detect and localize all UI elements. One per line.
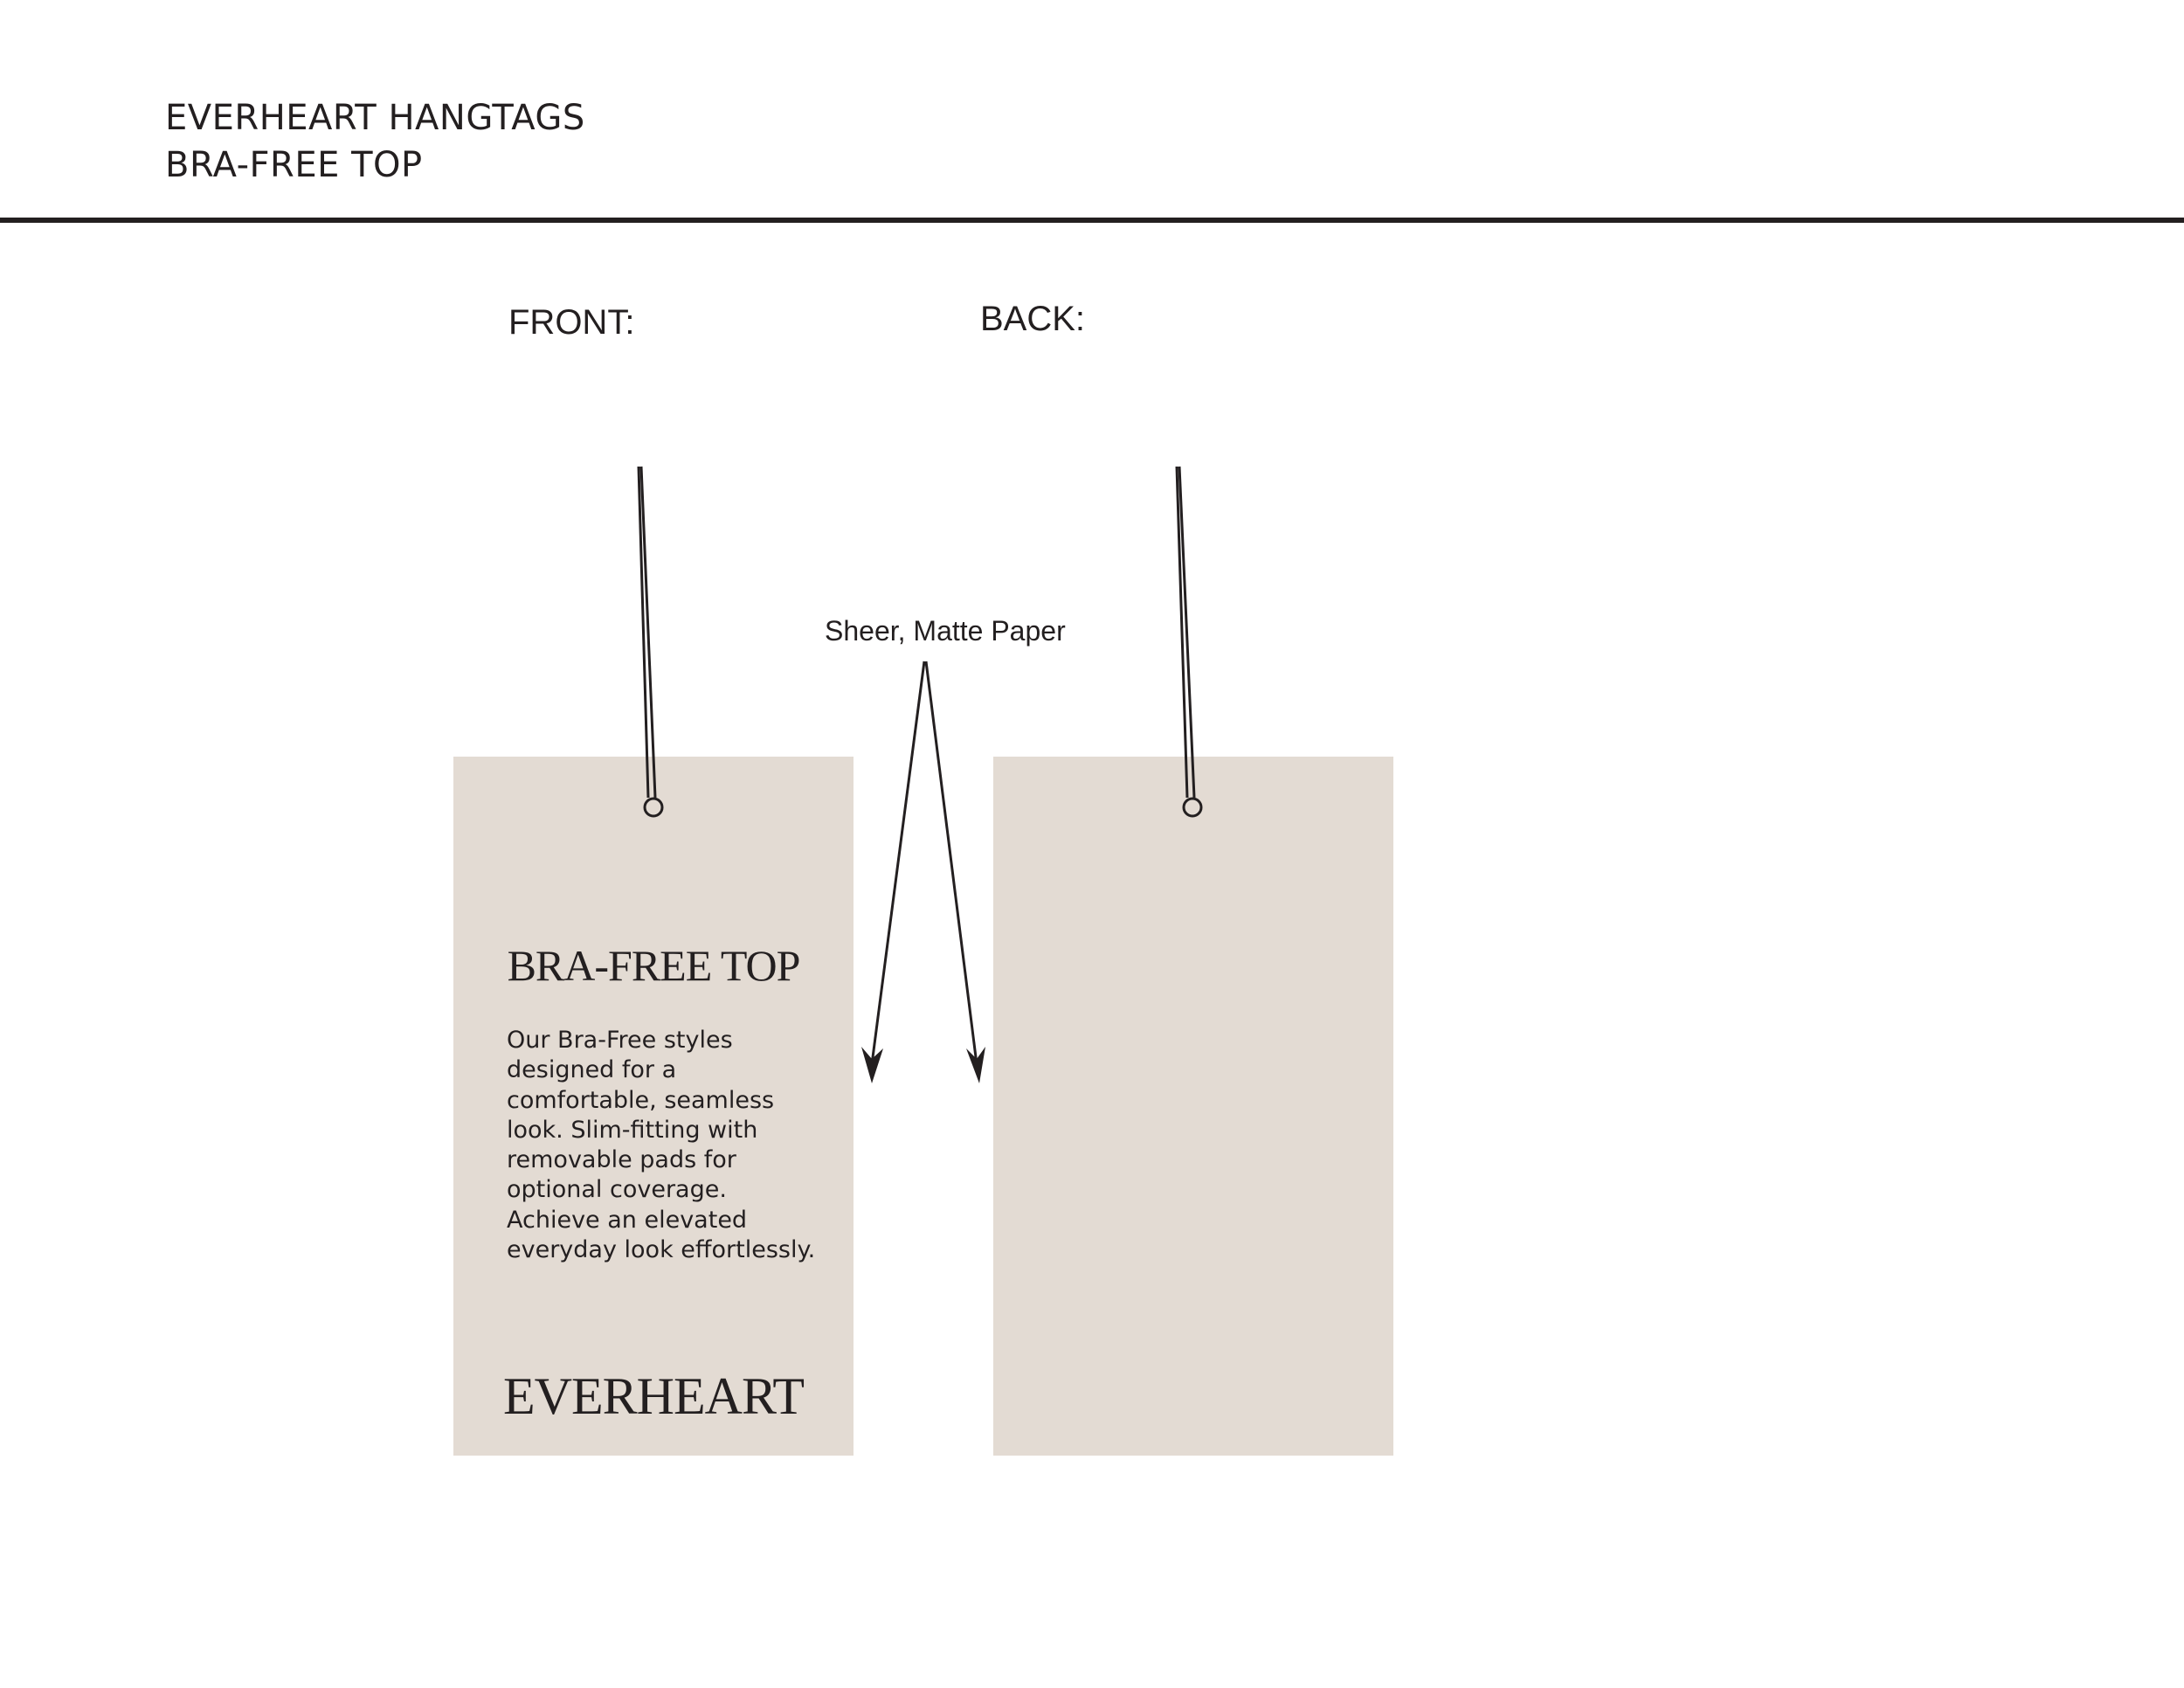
arrow-to-back-line	[926, 661, 977, 1064]
front-tag-title: BRA-FREE TOP	[507, 941, 800, 990]
front-tag-brand-logo: EVERHEART	[502, 1367, 805, 1425]
back-hangtag	[993, 757, 1393, 1456]
material-callout-label: Sheer, Matte Paper	[825, 615, 1066, 647]
header-divider	[0, 218, 2184, 223]
back-label: BACK:	[980, 300, 1086, 338]
arrow-to-front-line	[872, 661, 924, 1064]
front-tag-description: Our Bra-Free styles designed for a comfortable, seamless look. Slim-fitting with removable pads for optional coverage. Achieve an elevated everyday look effortlessly.	[507, 1027, 816, 1264]
front-tag-string	[639, 467, 655, 798]
back-tag-string	[1177, 467, 1194, 798]
page-header	[165, 94, 585, 189]
material-callout-arrows	[861, 661, 985, 1083]
arrow-to-front-head-icon	[861, 1047, 883, 1083]
header-subtitle: BRA-FREE TOP	[165, 145, 423, 185]
header-title: EVERHEART HANGTAGS	[165, 98, 585, 138]
front-label: FRONT:	[508, 303, 635, 342]
arrow-to-back-head-icon	[966, 1047, 985, 1083]
front-hangtag	[453, 757, 854, 1456]
